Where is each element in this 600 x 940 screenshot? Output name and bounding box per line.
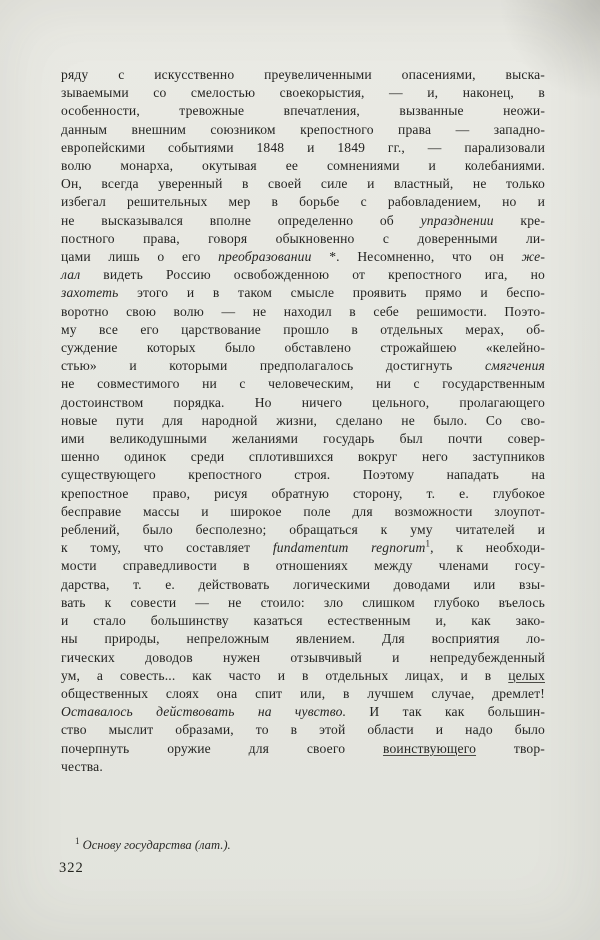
text-line: ум, а совесть... как часто и в отдельных лицах, и в целых [61,667,545,683]
text-line: ство мыслит образами, то в этой области и надо было [61,722,545,738]
text-line: почерпнуть оружие для своего воинствующего твор- [61,740,545,756]
text-line: европейскими событиями 1848 и 1849 гг., — парализовали [61,139,545,155]
text-line: волю монарха, окутывая ее сомнениями и колебаниями. [61,158,545,174]
text-line: к тому, что составляет fundamentum regnorum$^1$, к необходи- [61,538,546,556]
text-line: общественных слоях она спит или, в лучшем случае, дремлет! [61,685,545,701]
text-line: Оставалось действовать на чувство. И так как большин- [61,704,545,720]
text-line: существующего крепостного строя. Поэтому нападать на [61,467,545,483]
text-line: и стало большинству казаться естественным и, как зако- [61,613,545,629]
text-line: дарства, т. е. действовать логическими доводами или взы- [61,576,545,592]
text-line: Он, всегда уверенный в своей силе и властный, не только [61,176,545,192]
text-line: шенно одинок среди сплотившихся вокруг него заступников [61,449,545,465]
text-line: ны природы, непреложным явлением. Для восприятия ло- [61,631,545,647]
footnote [61,835,545,853]
text-line: новые пути для народной жизни, сделано не было. Со сво- [61,412,545,428]
text-line: данным внешним союзником крепостного права — западно- [61,121,545,137]
text-line: бесправие массы и широкое поле для возможности злоупот- [61,503,545,519]
text-line: не совместимого ни с человеческим, ни с государственным [61,376,545,392]
text-line: избегал решительных мер в борьбе с рабовладением, но и [61,194,545,210]
page-number: 322 [59,860,84,876]
footnote-marker: 1 [75,835,80,846]
text-line: крепостное право, рисуя обратную сторону, т. е. глубокое [61,485,545,501]
text-line: мости справедливости в отношениях между членами госу- [61,558,545,574]
text-line: гических доводов нужен отзывчивый и непредубежденный [61,649,545,665]
text-line: ими великодушными желаниями государь был почти совер- [61,431,545,447]
text-line: цами лишь о его преобразовании *. Несомненно, что он же- [61,249,545,265]
text-line: му все его царствование прошло в отдельных мерах, об- [61,321,545,337]
text-line: суждение которых было обставлено строжайшею «келейно- [61,340,545,356]
text-line: лал видеть Россию освобожденною от крепостного ига, но [61,267,545,283]
text-line: воротно свою волю — не находил в себе решимости. Поэто- [61,303,545,319]
footnote-text: Основу государства (лат.). [82,838,231,852]
text-line: захотеть этого и в таком смысле проявить прямо и беспо- [61,285,545,301]
text-line: достоинством порядка. Но ничего цельного, пролагающего [61,394,545,410]
text-line: постного права, говоря обыкновенно с доверенными ли- [61,230,545,246]
text-line: зываемыми со смелостью своекорыстия, — и, наконец, в [61,85,545,101]
body-text [61,66,545,776]
text-line: чества. [61,758,103,774]
text-line: особенности, тревожные впечатления, вызванные неожи- [61,103,545,119]
text-line: стью» и которыми предполагалось достигнуть смягчения [61,358,545,374]
text-line: ряду с искусственно преувеличенными опасениями, выска- [61,67,545,82]
text-line: вать к совести — не стоило: зло слишком глубоко въелось [61,594,545,610]
text-line: реблений, было бесполезно; обращаться к уму читателей и [61,522,545,538]
text-line: не высказывался вполне определенно об упразднении кре- [61,212,545,228]
